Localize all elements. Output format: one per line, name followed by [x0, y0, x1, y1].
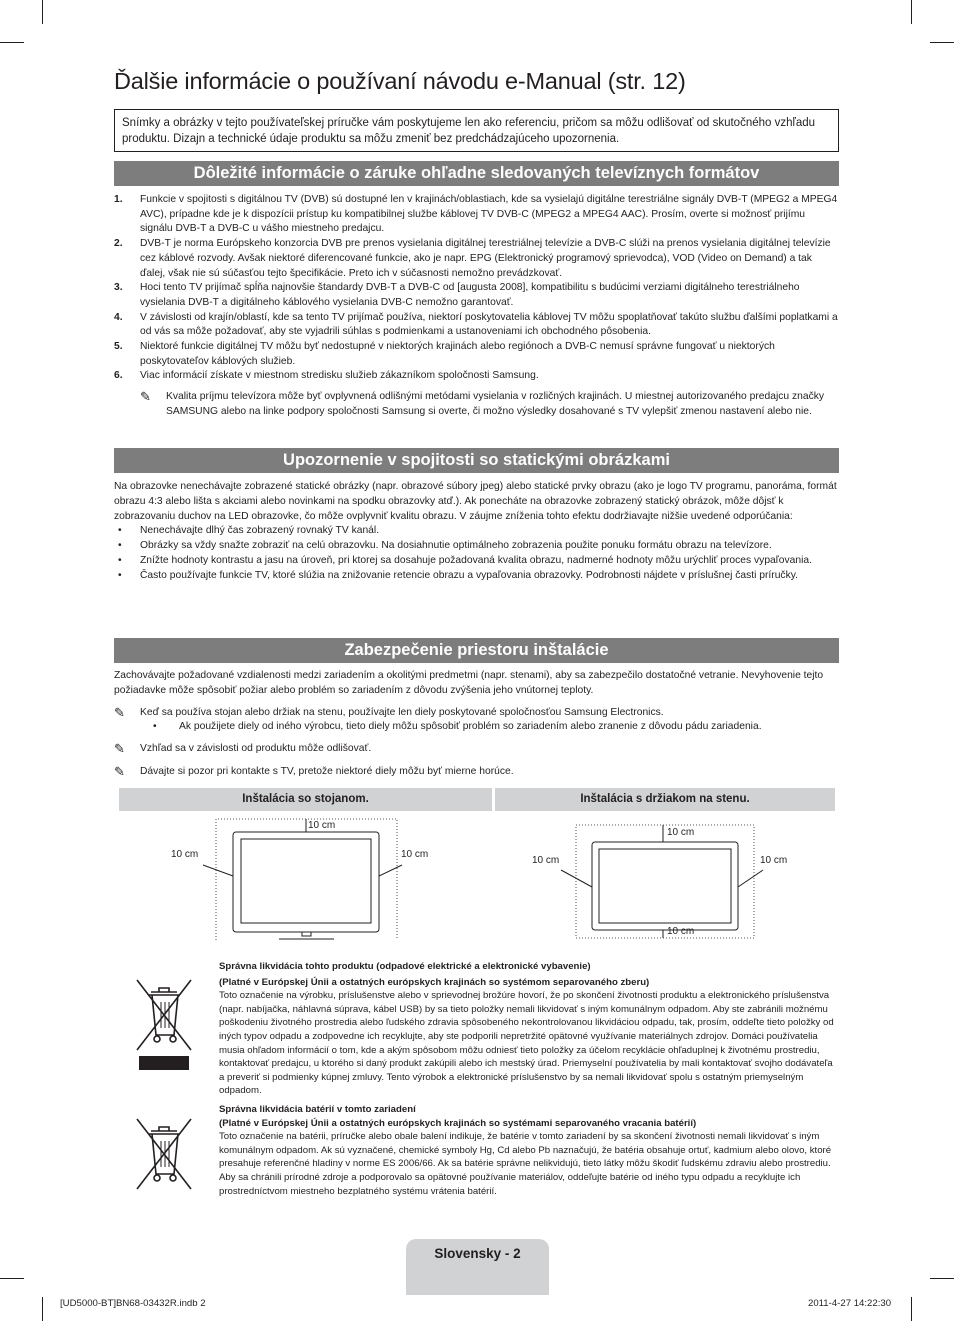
note-text: Kvalita príjmu televízora môže byť ovplyvnená odlišnými metódami vysielania v rozličných krajinách. U miestnej autorizovaného predajcu značky SAMSUNG alebo na linke podpory spoločnosti Samsung si overte, či možno výsledky dosahované s TV vylepšiť zmenou nastavení alebo nie. [166, 391, 825, 417]
dimension-label-bottom: 10 cm [667, 926, 695, 937]
bullet-text: Znížte hodnoty kontrastu a jasu na úroveň, pri ktorej sa dosahuje požadovaná kvalita obrazu, nadmerné hodnoty môžu urýchliť proces vypaľovania. [140, 554, 812, 566]
pen-note-icon: ✎ [114, 704, 125, 720]
disposal-text: Toto označenie na výrobku, príslušenstve alebo v sprievodnej brožúre hovorí, že po skončení životnosti produktu a elektronického príslušenstva (napr. nabíjačka, náhlavná súprava, kábel USB) by sa tieto položky nemali likvidovať s iným komunálnym odpadom. Aby ste zabránili možnému poškodeniu životného prostredia alebo ľudského zdravia spôsobeného nekontrolovanou likvidáciou odpadu, tak, prosím, oddeľte tieto položky od iných typov odpadu a zodpovedne ich recyklujte, aby ste podporili nepretržité opätovné využívanie materiálnych zdrojov. Domáci používatelia musia ohľadom informácií o tom, kde a akým spôsobom môžu odniesť tieto položky za účelom recyklácie ohľaduplnej k životnému prostrediu, kontaktovať predajcu, u ktorého si daný produkt zakúpili alebo ich mestský úrad. Priemyselní používatelia by mali kontaktovať svojho dodávateľa a preveriť si podmienky kúpnej zmluvy. Tento výrobok a elektronické príslušenstvo by sa nemali likvidovať spolu s ostatným priemyselným odpadom. [219, 990, 834, 1097]
bullet-text: Ak použijete diely od iného výrobcu, tieto diely môžu spôsobiť problém so zariadením alebo zranenie z dôvodu pádu zariadenia. [179, 721, 762, 733]
install-note [114, 765, 839, 780]
list-item [114, 569, 839, 584]
install-note [114, 742, 839, 757]
list-number: 1. [114, 194, 123, 205]
disposal-subtitle: (Platné v Európskej Únii a ostatných európskych krajinách so systémom separovaného zberu) [219, 976, 650, 988]
static-section [114, 480, 839, 584]
list-number: 4. [114, 311, 123, 323]
static-bullets [114, 524, 839, 583]
sub-bullet [114, 720, 839, 735]
crop-mark [911, 1297, 912, 1321]
crop-mark [930, 42, 954, 43]
bullet-text: Nenechávajte dlhý čas zobrazený rovnaký TV kanál. [140, 525, 380, 537]
pen-note-icon: ✎ [140, 389, 151, 405]
tv-wall-diagram [495, 812, 835, 942]
crop-mark [42, 0, 43, 24]
crop-mark [42, 1297, 43, 1321]
list-item [114, 539, 839, 554]
disposal-title: Správna likvidácia tohto produktu (odpadové elektrické a elektronické vybavenie) [219, 961, 591, 972]
list-text: V závislosti od krajín/oblastí, kde sa tento TV prijímač používa, niektorí poskytovatelia káblovej TV môžu spoplatňovať takúto službu ďalšími poplatkami a od vás sa môže požadovať, aby ste vyjadrili súhlas s podmienkami a ustanoveniami ich obchodného pôsobenia. [140, 311, 838, 338]
disposal-text: Toto označenie na batérii, príručke alebo obale balení indikuje, že batérie v tomto zariadení by sa skončení životnosti nemali likvidovať s iným komunálnym odpadom. Ak sú vyznačené, chemické symboly Hg, Cd alebo Pb naznačujú, že batéria obsahuje ortuť, kadmium alebo olovo, ktoré presahuje referenčné hladiny v norme ES 2006/66. Ak sa batérie správne nelikvidujú, tieto látky môžu škodiť ľudskému zdraviu alebo prostrediu. Aby sa chránili prírodné zdroje a podporovalo sa opätovné používanie materiálov, oddeľujte batérie od iného typu odpadu a recyklujte ich prostredníctvom miestneho bezplatného systému vrátenia batérií. [219, 1131, 832, 1197]
dimension-label-top: 10 cm [667, 827, 695, 838]
install-section [114, 669, 839, 780]
column-header-wall: Inštalácia s držiakom na stenu. [495, 788, 835, 811]
section-heading-install: Zabezpečenie priestoru inštalácie [114, 638, 839, 663]
dimension-label-top: 10 cm [308, 820, 336, 831]
note-text: Keď sa používa stojan alebo držiak na stenu, používajte len diely poskytované spoločnosťou Samsung Electronics. [140, 706, 664, 718]
list-number: 3. [114, 282, 123, 294]
bullet: • [118, 525, 122, 537]
pen-note-icon: ✎ [114, 741, 125, 757]
list-item [114, 340, 839, 369]
bullet-text: Obrázky sa vždy snažte zobraziť na celú obrazovku. Na dosiahnutie optimálneho zobrazenia použite ponuku formátu obrazu na televízore. [140, 540, 772, 552]
crop-mark [0, 42, 24, 43]
list-text: Niektoré funkcie digitálnej TV môžu byť nedostupné v niektorých krajinách alebo regiónoch a DVB-C nemusí správne fungovať u niektorých poskytovateľov káblových služieb. [140, 341, 775, 367]
disposal-subtitle: (Platné v Európskej Únii a ostatných európskych krajinách so systémami separovaného vracania batérií) [219, 1117, 697, 1129]
tv-stand-diagram [119, 812, 492, 942]
list-item [114, 237, 839, 281]
section-heading-static: Upozornenie v spojitosti so statickými obrázkami [114, 448, 839, 473]
section-heading-warranty: Dôležité informácie o záruke ohľadne sledovaných televíznych formátov [114, 161, 839, 186]
footer-timestamp: 2011-4-27 14:22:30 [808, 1298, 892, 1309]
list-text: Viac informácií získate v miestnom stredisku služieb zákazníkom spoločnosti Samsung. [140, 370, 539, 382]
disposal-title: Správna likvidácia batérií v tomto zariadení [219, 1104, 416, 1115]
crossed-wheelie-bin-icon [135, 978, 193, 1072]
product-disposal-block [219, 960, 835, 1098]
bullet: • [118, 554, 122, 566]
dimension-label-right: 10 cm [760, 855, 788, 866]
list-text: Funkcie v spojitosti s digitálnou TV (DVB) sú dostupné len v krajinách/oblastiach, kde sa vysielajú digitálne terestriálne signály DVB-T (MPEG2 a MPEG4 AVC), prípadne kde je k dispozícii prístup ku kompatibilnej službe káblovej TV DVB-C (MPEG2 a MPEG4 AAC). Prosím, overte si možnosť prijímu signálu DVB-T a DVB-C u vášho miestneho predajcu. [140, 194, 838, 235]
install-note [114, 706, 839, 721]
list-text: DVB-T je norma Európskeho konzorcia DVB pre prenos vysielania digitálnej terestriálnej televízie a DVB-C slúži na prenos vysielania digitálnej televízie cez káblové rozvody. Avšak niektoré diferencované funkcie, ako je napr. EPG (Elektronický programový sprievodca), VOD (Video on Demand) a tak ďalej, však nie sú súčasťou tejto špecifikácie. Preto ich v súčasnosti nemožno prevádzkovať. [140, 238, 831, 279]
list-item [114, 554, 839, 569]
static-intro: Na obrazovke nenechávajte zobrazené statické obrázky (napr. obrazové súbory jpeg) alebo statické prvky obrazu (ako je logo TV programu, panoráma, formát obrazu 4:3 alebo lišta s akciami alebo novinkami na spodku obrazovky atď.). Ak ponecháte na obrazovke zobrazený statický obrázok, môže dôjsť k zobrazovaniu duchov na LED obrazovke, čo môže ovplyvniť kvalitu obrazu. V záujme zníženia tohto efektu dodržiavajte nižšie uvedené odporúčania: [114, 481, 837, 522]
list-number: 2. [114, 238, 123, 250]
bullet: • [118, 540, 122, 552]
column-header-stand: Inštalácia so stojanom. [119, 788, 492, 811]
list-item [114, 281, 839, 310]
dimension-label-left: 10 cm [171, 849, 199, 860]
bullet: • [153, 721, 157, 733]
bullet-text: Často používajte funkcie TV, ktoré slúžia na znižovanie retencie obrazu a vypaľovania obrazovky. Podrobnosti nájdete v príslušnej časti príručky. [140, 569, 798, 581]
dimension-label-left: 10 cm [532, 855, 560, 866]
crossed-wheelie-bin-icon [135, 1117, 193, 1193]
crop-mark [930, 1278, 954, 1279]
battery-disposal-block [219, 1103, 835, 1198]
note-text: Dávajte si pozor pri kontakte s TV, pretože niektoré diely môžu byť mierne horúce. [140, 765, 514, 777]
footer-file-name: [UD5000-BT]BN68-03432R.indb 2 [60, 1298, 206, 1309]
crop-mark [0, 1278, 24, 1279]
note-text: Vzhľad sa v závislosti od produktu môže odlišovať. [140, 743, 372, 755]
list-item [114, 311, 839, 340]
list-number [114, 390, 140, 419]
list-item [114, 369, 839, 384]
pen-note-icon: ✎ [114, 763, 125, 779]
install-intro: Zachovávajte požadované vzdialenosti medzi zariadením a okolitými predmetmi (napr. stenami), aby sa zabezpečilo dostatočné vetranie. Nevyhovenie tejto požiadavke môže spôsobiť požiar alebo problém so zariadením z dôvodu zvýšenia jeho vnútornej teploty. [114, 670, 824, 696]
page-number-tab: Slovensky - 2 [406, 1239, 549, 1295]
list-number: 5. [114, 341, 123, 353]
list-text: Hoci tento TV prijímač spĺňa najnovšie štandardy DVB-T a DVB-C od [augusta 2008], kompatibilitu s budúcimi verziami digitálneho terestriálneho vysielania DVB-T a digitálneho káblového vysielania DVB-C nemožno garantovať. [140, 282, 800, 308]
crop-mark [911, 0, 912, 24]
notice-box: Snímky a obrázky v tejto používateľskej príručke vám poskytujeme len ako referenciu, pričom sa môžu odlišovať od skutočného vzhľadu produktu. Dizajn a technické údaje produktu sa môžu zmeniť bez predchádzajúceho upozornenia. [114, 109, 839, 152]
warranty-note [114, 390, 839, 419]
bullet: • [118, 569, 122, 581]
list-number: 6. [114, 370, 123, 382]
warranty-list [114, 193, 839, 420]
dimension-label-right: 10 cm [401, 849, 429, 860]
list-item [114, 524, 839, 539]
page-title: Ďalšie informácie o používaní návodu e-Manual (str. 12) [114, 68, 686, 94]
list-item [114, 193, 839, 237]
